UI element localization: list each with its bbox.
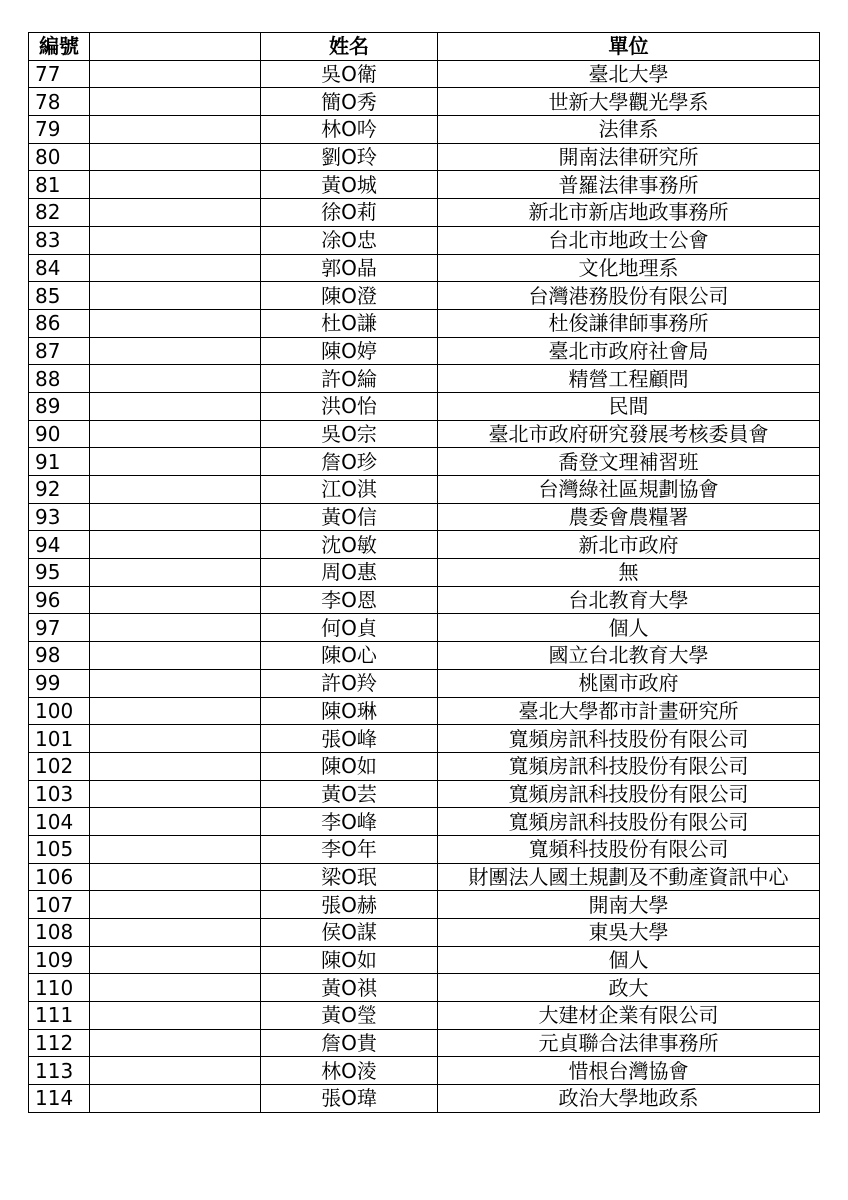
row-name: 郭O晶 — [261, 254, 438, 282]
row-name: 吳O衛 — [261, 60, 438, 88]
row-blank-cell — [90, 476, 261, 504]
row-number: 109 — [29, 946, 90, 974]
row-blank-cell — [90, 919, 261, 947]
row-name: 黃O城 — [261, 171, 438, 199]
header-unit: 單位 — [438, 33, 820, 61]
row-name: 簡O秀 — [261, 88, 438, 116]
table-row — [29, 226, 820, 254]
row-number: 111 — [29, 1002, 90, 1030]
row-unit: 寬頻房訊科技股份有限公司 — [438, 752, 820, 780]
row-number: 102 — [29, 752, 90, 780]
row-name: 江O淇 — [261, 476, 438, 504]
row-unit: 新北市政府 — [438, 531, 820, 559]
table-header-row — [29, 33, 820, 61]
row-name: 詹O珍 — [261, 448, 438, 476]
row-unit: 世新大學觀光學系 — [438, 88, 820, 116]
row-number: 82 — [29, 199, 90, 227]
row-name: 陳O心 — [261, 642, 438, 670]
row-blank-cell — [90, 1057, 261, 1085]
table-row — [29, 891, 820, 919]
row-name: 李O年 — [261, 835, 438, 863]
row-number: 77 — [29, 60, 90, 88]
row-number: 94 — [29, 531, 90, 559]
row-name: 陳O澄 — [261, 282, 438, 310]
row-blank-cell — [90, 143, 261, 171]
table-row — [29, 586, 820, 614]
row-unit: 寬頻房訊科技股份有限公司 — [438, 780, 820, 808]
table-row — [29, 60, 820, 88]
row-number: 93 — [29, 503, 90, 531]
row-name: 陳O琳 — [261, 697, 438, 725]
table-row — [29, 725, 820, 753]
row-name: 林O吟 — [261, 116, 438, 144]
row-blank-cell — [90, 1085, 261, 1113]
row-number: 108 — [29, 919, 90, 947]
row-unit: 個人 — [438, 614, 820, 642]
row-number: 105 — [29, 835, 90, 863]
row-number: 79 — [29, 116, 90, 144]
row-unit: 財團法人國土規劃及不動產資訊中心 — [438, 863, 820, 891]
row-name: 洪O怡 — [261, 392, 438, 420]
row-blank-cell — [90, 365, 261, 393]
row-number: 91 — [29, 448, 90, 476]
row-unit: 臺北大學都市計畫研究所 — [438, 697, 820, 725]
row-blank-cell — [90, 559, 261, 587]
row-blank-cell — [90, 808, 261, 836]
row-name: 杜O謙 — [261, 309, 438, 337]
row-unit: 個人 — [438, 946, 820, 974]
table-row — [29, 697, 820, 725]
table-row — [29, 392, 820, 420]
table-row — [29, 282, 820, 310]
row-unit: 台灣港務股份有限公司 — [438, 282, 820, 310]
table-row — [29, 614, 820, 642]
row-blank-cell — [90, 752, 261, 780]
table-row — [29, 337, 820, 365]
row-number: 106 — [29, 863, 90, 891]
row-number: 114 — [29, 1085, 90, 1113]
row-number: 87 — [29, 337, 90, 365]
header-blank — [90, 33, 261, 61]
table-row — [29, 974, 820, 1002]
row-name: 陳O如 — [261, 946, 438, 974]
row-number: 85 — [29, 282, 90, 310]
row-blank-cell — [90, 974, 261, 1002]
table-row — [29, 420, 820, 448]
row-unit: 桃園市政府 — [438, 669, 820, 697]
table-row — [29, 88, 820, 116]
row-blank-cell — [90, 531, 261, 559]
row-number: 89 — [29, 392, 90, 420]
row-number: 107 — [29, 891, 90, 919]
row-blank-cell — [90, 392, 261, 420]
row-blank-cell — [90, 642, 261, 670]
row-number: 80 — [29, 143, 90, 171]
row-name: 周O惠 — [261, 559, 438, 587]
table-row — [29, 642, 820, 670]
row-number: 78 — [29, 88, 90, 116]
row-unit: 農委會農糧署 — [438, 503, 820, 531]
table-row — [29, 752, 820, 780]
table-row — [29, 116, 820, 144]
row-blank-cell — [90, 503, 261, 531]
row-name: 許O綸 — [261, 365, 438, 393]
header-name: 姓名 — [261, 33, 438, 61]
row-blank-cell — [90, 586, 261, 614]
table-row — [29, 254, 820, 282]
row-unit: 寬頻房訊科技股份有限公司 — [438, 725, 820, 753]
row-number: 95 — [29, 559, 90, 587]
row-unit: 臺北市政府研究發展考核委員會 — [438, 420, 820, 448]
row-name: 張O峰 — [261, 725, 438, 753]
table-row — [29, 1029, 820, 1057]
table-row — [29, 946, 820, 974]
row-name: 黃O芸 — [261, 780, 438, 808]
table-row — [29, 1085, 820, 1113]
table-row — [29, 808, 820, 836]
table-row — [29, 780, 820, 808]
row-unit: 台北市地政士公會 — [438, 226, 820, 254]
table-row — [29, 669, 820, 697]
row-unit: 東吳大學 — [438, 919, 820, 947]
row-unit: 杜俊謙律師事務所 — [438, 309, 820, 337]
row-name: 李O恩 — [261, 586, 438, 614]
row-blank-cell — [90, 88, 261, 116]
row-blank-cell — [90, 171, 261, 199]
row-name: 黃O信 — [261, 503, 438, 531]
row-name: 梁O珉 — [261, 863, 438, 891]
table-row — [29, 863, 820, 891]
table-row — [29, 531, 820, 559]
header-number: 編號 — [29, 33, 90, 61]
row-blank-cell — [90, 254, 261, 282]
row-number: 83 — [29, 226, 90, 254]
row-number: 112 — [29, 1029, 90, 1057]
row-unit: 元貞聯合法律事務所 — [438, 1029, 820, 1057]
row-blank-cell — [90, 337, 261, 365]
table-row — [29, 171, 820, 199]
row-blank-cell — [90, 780, 261, 808]
row-number: 92 — [29, 476, 90, 504]
row-unit: 臺北市政府社會局 — [438, 337, 820, 365]
row-blank-cell — [90, 863, 261, 891]
row-unit: 普羅法律事務所 — [438, 171, 820, 199]
row-unit: 台北教育大學 — [438, 586, 820, 614]
row-number: 104 — [29, 808, 90, 836]
row-blank-cell — [90, 226, 261, 254]
row-name: 許O羚 — [261, 669, 438, 697]
row-blank-cell — [90, 891, 261, 919]
row-name: 何O貞 — [261, 614, 438, 642]
row-unit: 法律系 — [438, 116, 820, 144]
table-row — [29, 1002, 820, 1030]
row-blank-cell — [90, 309, 261, 337]
row-name: 劉O玲 — [261, 143, 438, 171]
row-unit: 政大 — [438, 974, 820, 1002]
row-unit: 精營工程顧問 — [438, 365, 820, 393]
row-unit: 國立台北教育大學 — [438, 642, 820, 670]
row-unit: 民間 — [438, 392, 820, 420]
row-unit: 無 — [438, 559, 820, 587]
row-blank-cell — [90, 282, 261, 310]
row-blank-cell — [90, 946, 261, 974]
row-number: 113 — [29, 1057, 90, 1085]
row-name: 陳O婷 — [261, 337, 438, 365]
table-row — [29, 476, 820, 504]
row-blank-cell — [90, 725, 261, 753]
row-name: 張O瑋 — [261, 1085, 438, 1113]
row-blank-cell — [90, 199, 261, 227]
row-unit: 大建材企業有限公司 — [438, 1002, 820, 1030]
row-unit: 寬頻房訊科技股份有限公司 — [438, 808, 820, 836]
row-unit: 惜根台灣協會 — [438, 1057, 820, 1085]
table-row — [29, 143, 820, 171]
table-row — [29, 919, 820, 947]
row-number: 99 — [29, 669, 90, 697]
row-number: 98 — [29, 642, 90, 670]
row-blank-cell — [90, 420, 261, 448]
row-name: 黃O祺 — [261, 974, 438, 1002]
row-blank-cell — [90, 116, 261, 144]
table-row — [29, 365, 820, 393]
row-number: 81 — [29, 171, 90, 199]
row-number: 101 — [29, 725, 90, 753]
row-number: 100 — [29, 697, 90, 725]
table-row — [29, 503, 820, 531]
table-row — [29, 448, 820, 476]
row-blank-cell — [90, 60, 261, 88]
row-blank-cell — [90, 669, 261, 697]
row-unit: 臺北大學 — [438, 60, 820, 88]
row-name: 李O峰 — [261, 808, 438, 836]
row-unit: 喬登文理補習班 — [438, 448, 820, 476]
row-unit: 開南大學 — [438, 891, 820, 919]
row-name: 侯O謀 — [261, 919, 438, 947]
row-name: 吳O宗 — [261, 420, 438, 448]
row-number: 86 — [29, 309, 90, 337]
row-unit: 寬頻科技股份有限公司 — [438, 835, 820, 863]
table-row — [29, 309, 820, 337]
row-blank-cell — [90, 448, 261, 476]
row-number: 110 — [29, 974, 90, 1002]
row-number: 88 — [29, 365, 90, 393]
table-row — [29, 559, 820, 587]
row-unit: 新北市新店地政事務所 — [438, 199, 820, 227]
row-unit: 開南法律研究所 — [438, 143, 820, 171]
row-unit: 政治大學地政系 — [438, 1085, 820, 1113]
row-name: 陳O如 — [261, 752, 438, 780]
row-name: 凃O忠 — [261, 226, 438, 254]
row-number: 96 — [29, 586, 90, 614]
row-name: 沈O敏 — [261, 531, 438, 559]
table-row — [29, 835, 820, 863]
row-name: 黃O瑩 — [261, 1002, 438, 1030]
row-unit: 文化地理系 — [438, 254, 820, 282]
row-name: 林O淩 — [261, 1057, 438, 1085]
row-name: 徐O莉 — [261, 199, 438, 227]
row-number: 84 — [29, 254, 90, 282]
table-row — [29, 199, 820, 227]
row-name: 張O赫 — [261, 891, 438, 919]
table-row — [29, 1057, 820, 1085]
row-unit: 台灣綠社區規劃協會 — [438, 476, 820, 504]
row-name: 詹O貴 — [261, 1029, 438, 1057]
participant-table — [28, 32, 820, 1113]
row-number: 90 — [29, 420, 90, 448]
row-blank-cell — [90, 1029, 261, 1057]
table-body — [29, 60, 820, 1112]
row-number: 97 — [29, 614, 90, 642]
row-blank-cell — [90, 835, 261, 863]
row-blank-cell — [90, 614, 261, 642]
row-blank-cell — [90, 697, 261, 725]
row-blank-cell — [90, 1002, 261, 1030]
row-number: 103 — [29, 780, 90, 808]
